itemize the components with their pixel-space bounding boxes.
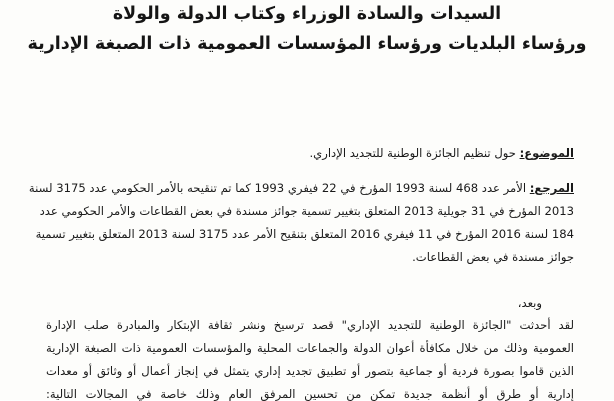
body-line-2: العمومية وذلك من خلال مكافأة أعوان الدولة والجماعات المحلية والمؤسسات العمومية ذات الصبغة الإدارية	[46, 341, 574, 355]
subject-label: الموضوع:	[519, 146, 574, 160]
reference-line-1	[28, 181, 574, 195]
reference-line-3: 184 لسنة 2016 المؤرخ في 11 فيفري 2016 المتعلق بتنقيح الأمر عدد 3175 لسنة 2013 المتعلق بتغيير تسمية	[35, 227, 574, 241]
body-line-3: الذين قاموا بصورة فردية أو جماعية بتصور أو تطبيق تجديد إداري يتمثل في إنجاز أعمال أو وثائق أو معدات	[46, 364, 574, 378]
body-line-4: إدارية أو طرق أو أنظمة جديدة تمكن من تحسين المرفق العام وذلك خاصة في المجالات التالية:	[46, 387, 574, 401]
reference-text-1: الأمر عدد 468 لسنة 1993 المؤرخ في 22 فيفري 1993 كما تم تنقيحه بالأمر الحكومي عدد 3175 لسنة	[28, 181, 530, 195]
addressee-heading-line-2: ورؤساء البلديات ورؤساء المؤسسات العمومية ذات الصبغة الإدارية	[27, 34, 587, 54]
addressee-heading-line-1: السيدات والسادة الوزراء وكتاب الدولة والولاة	[112, 4, 502, 24]
greeting: وبعد،	[517, 296, 542, 310]
reference-line-2: 2013 المؤرخ في 31 جويلية 2013 المتعلق بتغيير تسمية جوائز مسندة في بعض القطاعات والأمر الحكومي عدد	[39, 204, 574, 218]
subject-text: حول تنظيم الجائزة الوطنية للتجديد الإداري.	[309, 146, 520, 160]
body-line-1: لقد أحدثت "الجائزة الوطنية للتجديد الإداري" قصد ترسيخ ونشر ثقافة الإبتكار والمبادرة صلب الإدارة	[46, 318, 574, 332]
reference-label: المرجع:	[529, 181, 574, 195]
subject-line	[46, 146, 574, 160]
reference-line-4: جوائز مسندة في بعض القطاعات.	[412, 250, 574, 264]
